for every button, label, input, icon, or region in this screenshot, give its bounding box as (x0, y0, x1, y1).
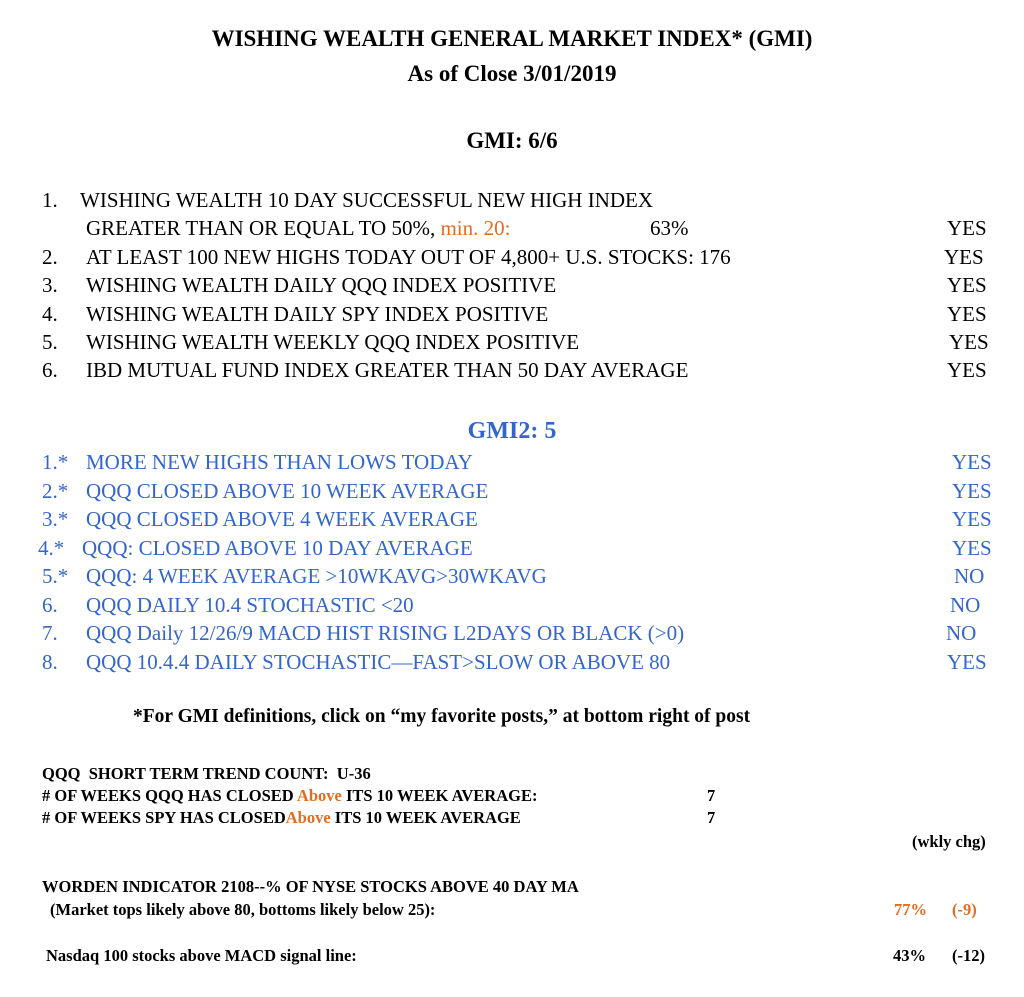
gmi-heading: GMI: 6/6 (466, 128, 558, 153)
gmi-item-6-status: YES (947, 358, 987, 382)
gmi2-item-8-status: YES (947, 650, 987, 674)
gmi2-item-7-status: NO (946, 621, 977, 645)
gmi-item-3-text: WISHING WEALTH DAILY QQQ INDEX POSITIVE (86, 273, 557, 297)
gmi2-item-2-status: YES (952, 479, 992, 503)
page-subtitle: As of Close 3/01/2019 (407, 61, 617, 86)
gmi2-item-8-number: 8. (42, 650, 58, 674)
gmi-item-4-text: WISHING WEALTH DAILY SPY INDEX POSITIVE (86, 302, 549, 326)
gmi2-item-1-text: MORE NEW HIGHS THAN LOWS TODAY (86, 450, 473, 474)
gmi-item-2-status: YES (944, 245, 984, 269)
wkly-chg-label: (wkly chg) (912, 832, 986, 851)
gmi-item-4-status: YES (947, 302, 987, 326)
qqq-weeks-line (42, 786, 537, 806)
gmi-item-1-min: min. 20: (440, 216, 511, 240)
gmi-item-1-number: 1. (42, 188, 58, 212)
gmi2-item-5-status: NO (954, 564, 985, 588)
gmi2-item-5-text: QQQ: 4 WEEK AVERAGE >10WKAVG>30WKAVG (86, 564, 547, 588)
qqq-weeks-value: 7 (707, 786, 716, 805)
gmi-item-1-line2 (86, 216, 510, 241)
worden-value: 77% (894, 900, 927, 919)
macd-change: (-12) (952, 946, 985, 965)
gmi-item-3-status: YES (947, 273, 987, 297)
spy-weeks-label-end: ITS 10 WEEK AVERAGE (334, 808, 521, 827)
gmi2-item-7-text: QQQ Daily 12/26/9 MACD HIST RISING L2DAYS OR BLACK (>0) (86, 621, 685, 645)
gmi-item-1-line2-text: GREATER THAN OR EQUAL TO 50%, (86, 216, 436, 240)
gmi-footnote: *For GMI definitions, click on “my favorite posts,” at bottom right of post (133, 706, 751, 727)
gmi-item-5-number: 5. (42, 330, 58, 354)
gmi2-item-6-text: QQQ DAILY 10.4 STOCHASTIC <20 (86, 593, 414, 617)
gmi2-item-4-text: QQQ: CLOSED ABOVE 10 DAY AVERAGE (82, 536, 473, 560)
gmi2-item-1-status: YES (952, 450, 992, 474)
gmi-item-2-number: 2. (42, 245, 58, 269)
gmi2-item-2-text: QQQ CLOSED ABOVE 10 WEEK AVERAGE (86, 479, 489, 503)
gmi2-item-7-number: 7. (42, 621, 58, 645)
gmi2-item-3-status: YES (952, 507, 992, 531)
qqq-above-text: Above (296, 786, 342, 805)
gmi-item-1-line1: WISHING WEALTH 10 DAY SUCCESSFUL NEW HIGH INDEX (80, 188, 654, 212)
gmi2-item-5-number: 5.* (42, 564, 69, 588)
gmi2-heading: GMI2: 5 (467, 418, 557, 444)
gmi-item-2-text: AT LEAST 100 NEW HIGHS TODAY OUT OF 4,800+ U.S. STOCKS: 176 (86, 245, 731, 269)
worden-label: WORDEN INDICATOR 2108--% OF NYSE STOCKS ABOVE 40 DAY MA (42, 877, 579, 896)
gmi-item-3-number: 3. (42, 273, 58, 297)
gmi-item-5-text: WISHING WEALTH WEEKLY QQQ INDEX POSITIVE (86, 330, 580, 354)
spy-weeks-line (42, 808, 521, 828)
gmi2-item-6-status: NO (950, 593, 981, 617)
gmi2-item-6-number: 6. (42, 593, 58, 617)
qqq-weeks-label-end: ITS 10 WEEK AVERAGE: (345, 786, 538, 805)
worden-change: (-9) (952, 900, 977, 919)
gmi-item-4-number: 4. (42, 302, 58, 326)
qqq-weeks-label: # OF WEEKS QQQ HAS CLOSED (42, 786, 294, 805)
spy-weeks-value: 7 (707, 808, 716, 827)
gmi-item-5-status: YES (949, 330, 989, 354)
spy-weeks-label: # OF WEEKS SPY HAS CLOSED (42, 808, 286, 827)
gmi2-item-3-number: 3.* (42, 507, 69, 531)
gmi2-item-4-status: YES (952, 536, 992, 560)
gmi2-item-3-text: QQQ CLOSED ABOVE 4 WEEK AVERAGE (86, 507, 478, 531)
gmi-item-1-value: 63% (650, 216, 689, 240)
gmi-item-1-status: YES (947, 216, 987, 240)
trend-count: QQQ SHORT TERM TREND COUNT: U-36 (42, 764, 371, 783)
worden-sublabel: (Market tops likely above 80, bottoms likely below 25): (50, 900, 436, 919)
macd-label: Nasdaq 100 stocks above MACD signal line: (46, 946, 357, 965)
gmi2-item-2-number: 2.* (42, 479, 69, 503)
gmi2-item-1-number: 1.* (42, 450, 69, 474)
gmi-item-6-text: IBD MUTUAL FUND INDEX GREATER THAN 50 DAY AVERAGE (86, 358, 689, 382)
gmi2-item-4-number: 4.* (38, 536, 65, 560)
gmi2-item-8-text: QQQ 10.4.4 DAILY STOCHASTIC—FAST>SLOW OR ABOVE 80 (86, 650, 671, 674)
spy-above-text: Above (285, 808, 331, 827)
macd-value: 43% (893, 946, 926, 965)
page-title: WISHING WEALTH GENERAL MARKET INDEX* (GMI) (211, 26, 813, 51)
gmi-item-6-number: 6. (42, 358, 58, 382)
